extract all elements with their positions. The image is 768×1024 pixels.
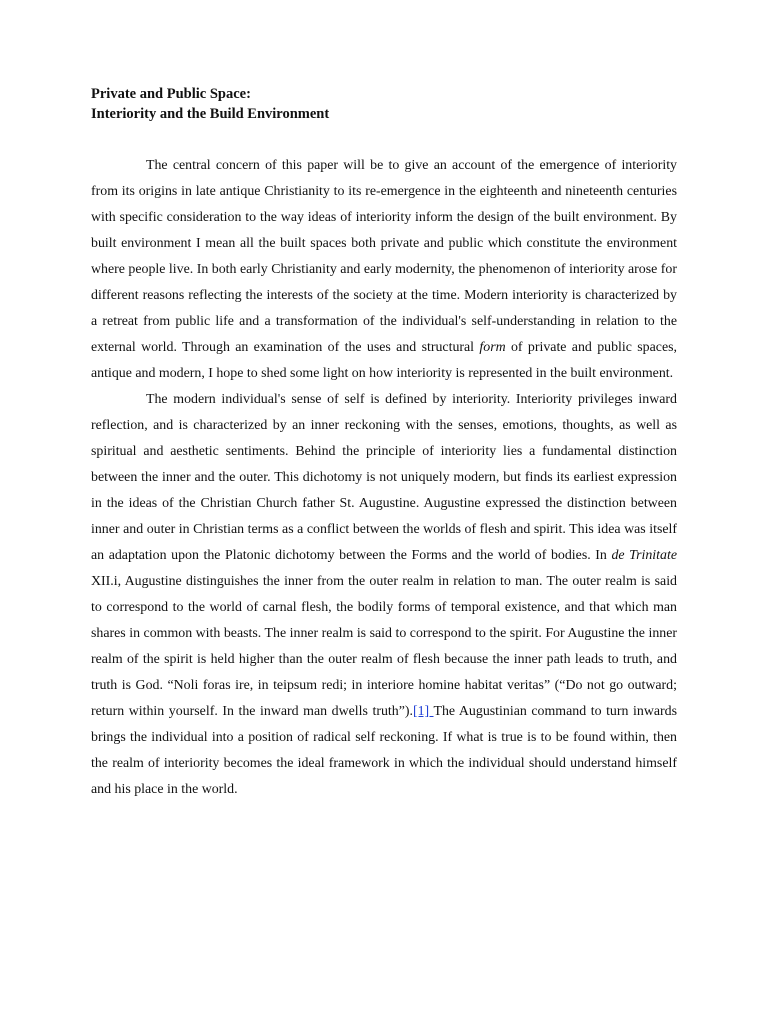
paragraph-2-text-after: The Augustinian command to turn inwards brings the individual into a position of radical self reckoning. If what is true is to be found within, then the realm of interiority becomes the ideal framework in which the individual should understand himself and his place in the world. — [91, 704, 677, 797]
paragraph-1-text-after: of private and public spaces, antique and modern, I hope to shed some light on how interiority is represented in the built environment. — [91, 340, 677, 381]
document-title — [91, 84, 677, 124]
paragraph-2-emphasis: de Trinitate — [611, 548, 677, 563]
document-page — [91, 84, 677, 803]
document-body — [91, 153, 677, 803]
paragraph-2-text-middle: XII.i, Augustine distinguishes the inner from the outer realm in relation to man. The outer realm is said to correspond to the world of carnal flesh, the bodily forms of temporal existence, and that which man shares in common with beasts. The inner realm is said to correspond to the spirit. For Augustine the inner realm of the spirit is held higher than the outer realm of flesh because the inner path leads to truth, and truth is God. “Noli foras ire, in teipsum redi; in interiore homine habitat veritas” (“Do not go outward; return within yourself. In the inward man dwells truth”). — [91, 574, 677, 719]
paragraph-1 — [91, 153, 677, 387]
footnote-link-1[interactable]: [1] — [412, 704, 434, 719]
paragraph-1-text: The central concern of this paper will be to give an account of the emergence of interiority from its origins in late antique Christianity to its re-emergence in the eighteenth and nineteenth centuries with specific consideration to the way ideas of interiority inform the design of the built environment. By built environment I mean all the built spaces both private and public which constitute the environment where people live. In both early Christianity and early modernity, the phenomenon of interiority arose for different reasons reflecting the interests of the society at the time. Modern interiority is characterized by a retreat from public life and a transformation of the individual's self-understanding in relation to the external world. Through an examination of the uses and structural — [91, 158, 677, 355]
paragraph-2 — [91, 387, 677, 803]
paragraph-1-emphasis: form — [479, 340, 506, 355]
title-line-1: Private and Public Space: — [91, 86, 251, 102]
paragraph-2-text-before: The modern individual's sense of self is defined by interiority. Interiority privileges inward reflection, and is characterized by an inner reckoning with the senses, emotions, thoughts, as well as spiritual and aesthetic sentiments. Behind the principle of interiority lies a fundamental distinction between the inner and the outer. This dichotomy is not uniquely modern, but finds its earliest expression in the ideas of the Christian Church father St. Augustine. Augustine expressed the distinction between inner and outer in Christian terms as a conflict between the worlds of flesh and spirit. This idea was itself an adaptation upon the Platonic dichotomy between the Forms and the world of bodies. In — [91, 392, 677, 563]
title-line-2: Interiority and the Build Environment — [91, 106, 330, 122]
